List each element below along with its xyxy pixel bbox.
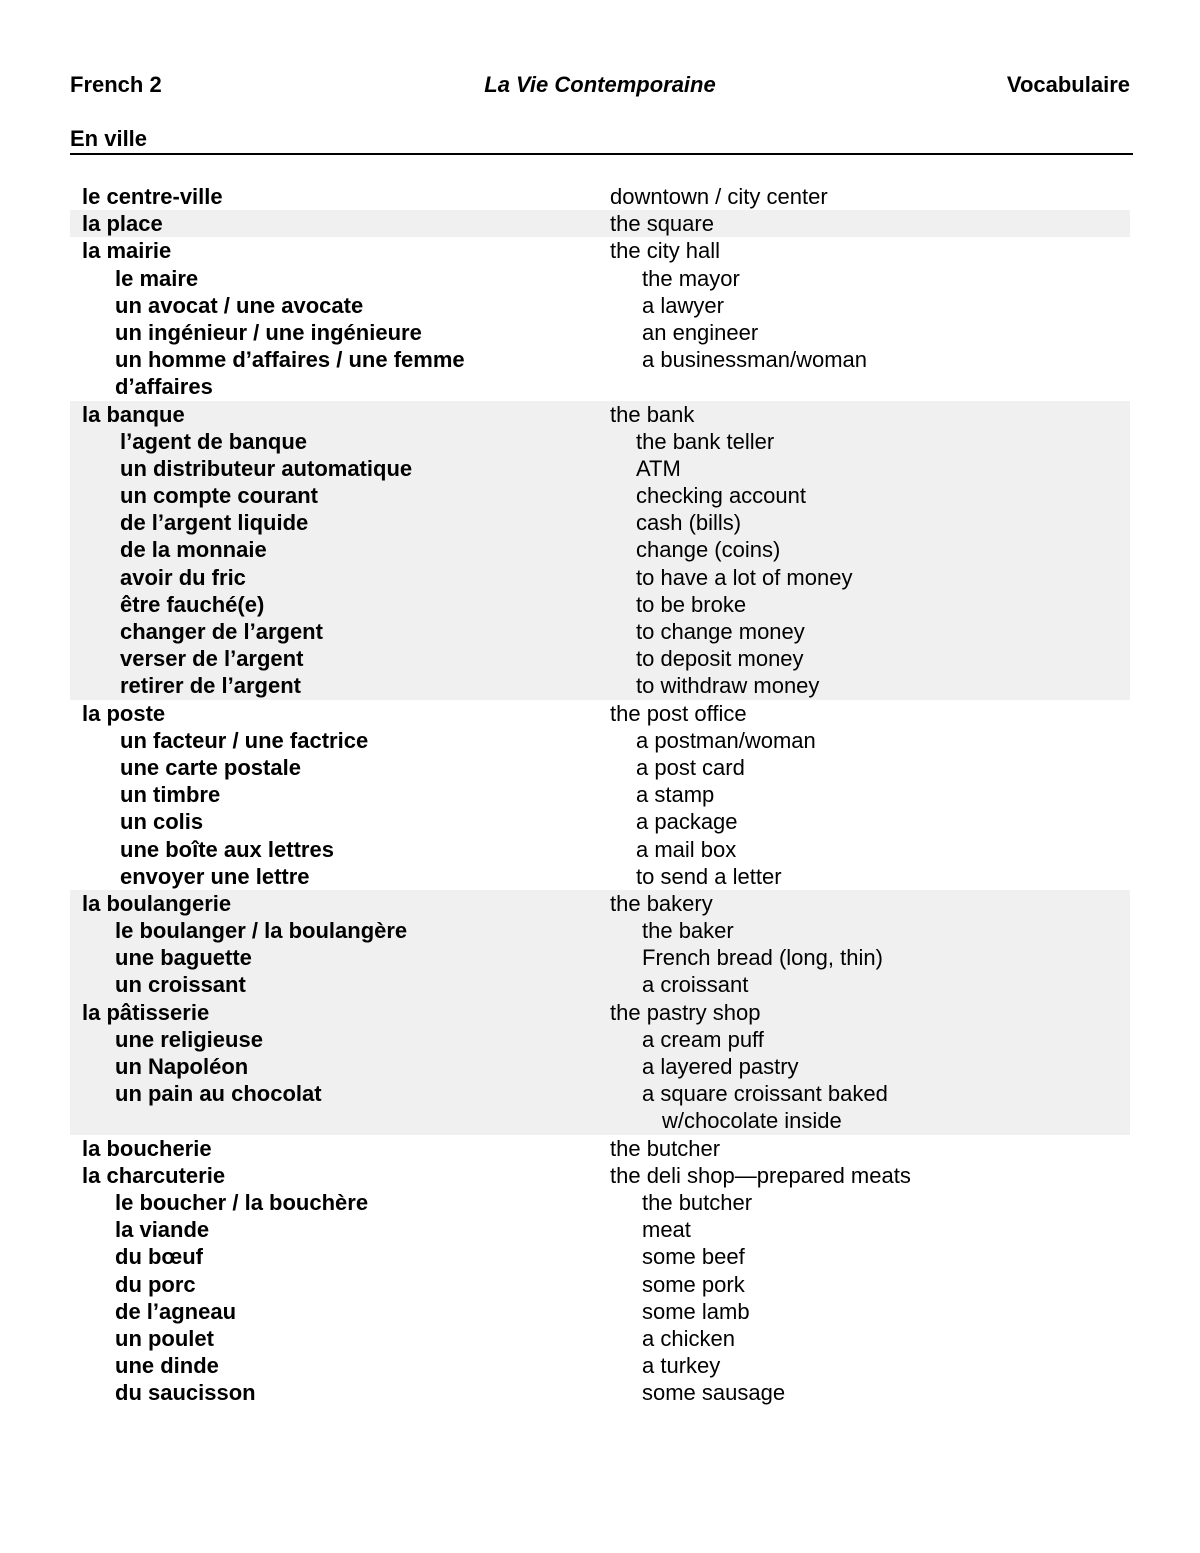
vocab-row (70, 1352, 1130, 1379)
english-translation: the pastry shop (610, 999, 761, 1025)
english-translation: the city hall (610, 238, 721, 264)
vocab-group (70, 183, 1130, 210)
english-translation: checking account (636, 483, 806, 509)
vocab-row (70, 618, 1130, 645)
vocab-row (70, 455, 1130, 482)
french-term: la boucherie (82, 1135, 212, 1161)
french-term: retirer de l’argent (120, 673, 301, 699)
vocab-heading-row (70, 183, 1130, 210)
french-term: un croissant (115, 972, 246, 998)
vocab-group (70, 1135, 1130, 1407)
french-term: le boulanger / la boulangère (115, 918, 408, 944)
english-translation: the post office (610, 700, 747, 726)
vocab-row (70, 917, 1130, 944)
vocab-row (70, 265, 1130, 292)
vocab-row (70, 1189, 1130, 1216)
vocab-row (70, 509, 1130, 536)
english-translation: the bank (610, 401, 695, 427)
french-term: un timbre (120, 782, 221, 808)
english-translation: the mayor (642, 265, 740, 291)
vocab-group (70, 700, 1130, 890)
french-term: une carte postale (120, 754, 301, 780)
page-header (70, 70, 1130, 100)
french-term: verser de l’argent (120, 646, 304, 672)
course-name: French 2 (70, 72, 162, 97)
vocab-row (70, 971, 1130, 998)
vocab-row (70, 863, 1130, 890)
french-term: un homme d’affaires / une femme d’affaires (115, 347, 465, 400)
french-term: de l’agneau (115, 1298, 237, 1324)
english-translation: to change money (636, 619, 805, 645)
french-term: la place (82, 211, 163, 237)
english-translation: some pork (642, 1271, 745, 1297)
vocab-group (70, 401, 1130, 700)
french-term: la banque (82, 401, 185, 427)
french-term: une dinde (115, 1353, 219, 1379)
section-title: En ville (70, 126, 148, 151)
vocab-heading-row (70, 210, 1130, 237)
english-translation-line: w/chocolate inside (662, 1108, 842, 1134)
vocab-row (70, 1271, 1130, 1298)
english-translation: French bread (long, thin) (642, 945, 883, 971)
english-translation: some sausage (642, 1380, 786, 1406)
english-translation: a lawyer (642, 292, 724, 318)
french-term: un facteur / une factrice (120, 727, 369, 753)
english-translation: to deposit money (636, 646, 804, 672)
english-translation: a businessman/woman (642, 347, 868, 373)
vocab-row (70, 1243, 1130, 1270)
vocab-row (70, 536, 1130, 563)
french-term: du bœuf (115, 1244, 203, 1270)
title-divider (70, 153, 1133, 155)
french-term: le boucher / la bouchère (115, 1189, 369, 1215)
vocab-row (70, 1379, 1130, 1406)
document-type: Vocabulaire (1006, 72, 1130, 97)
french-term: un colis (120, 809, 204, 835)
french-term: le maire (115, 265, 199, 291)
vocab-row (70, 944, 1130, 971)
vocab-row (70, 645, 1130, 672)
vocab-row (70, 836, 1130, 863)
english-translation: the deli shop—prepared meats (610, 1162, 911, 1188)
vocab-row (70, 591, 1130, 618)
english-translation (642, 1080, 962, 1134)
english-translation: the bakery (610, 890, 713, 916)
french-term: la charcuterie (82, 1162, 226, 1188)
english-translation: the baker (642, 918, 734, 944)
french-term: de la monnaie (120, 537, 267, 563)
vocab-row (70, 727, 1130, 754)
vocab-row (70, 319, 1130, 346)
english-translation: to have a lot of money (636, 564, 853, 590)
french-term: de l’argent liquide (120, 510, 309, 536)
vocab-row (70, 754, 1130, 781)
english-translation: the square (610, 211, 714, 237)
book-title: La Vie Contemporaine (484, 72, 716, 97)
french-term: un ingénieur / une ingénieure (115, 319, 422, 345)
english-translation: ATM (636, 455, 681, 481)
vocab-heading-row (70, 1162, 1130, 1189)
english-translation: the bank teller (636, 428, 775, 454)
french-term: le centre-ville (82, 184, 223, 209)
french-term: l’agent de banque (120, 428, 308, 454)
vocab-group (70, 210, 1130, 237)
english-translation: cash (bills) (636, 510, 742, 536)
english-translation: a chicken (642, 1325, 735, 1351)
french-term: la viande (115, 1217, 210, 1243)
french-term: envoyer une lettre (120, 863, 310, 889)
french-term: un avocat / une avocate (115, 292, 364, 318)
english-translation: to send a letter (636, 863, 782, 889)
english-translation: a mail box (636, 836, 737, 862)
english-translation: an engineer (642, 319, 759, 345)
french-term: la pâtisserie (82, 999, 210, 1025)
french-term: la boulangerie (82, 890, 232, 916)
french-term: la poste (82, 700, 166, 726)
english-translation: a cream puff (642, 1026, 764, 1052)
french-term: un compte courant (120, 483, 319, 509)
french-term: une boîte aux lettres (120, 836, 334, 862)
vocab-row (70, 808, 1130, 835)
english-translation-line: a square croissant baked (642, 1081, 888, 1107)
english-translation: the butcher (642, 1189, 753, 1215)
french-term: un pain au chocolat (115, 1081, 322, 1107)
vocab-heading-row (70, 1135, 1130, 1162)
vocab-group (70, 890, 1130, 1135)
vocab-heading-row (70, 700, 1130, 727)
english-translation: to be broke (636, 591, 747, 617)
english-translation: a layered pastry (642, 1054, 799, 1080)
vocab-row (70, 346, 1130, 400)
french-term: une religieuse (115, 1026, 263, 1052)
french-term: un Napoléon (115, 1054, 249, 1080)
vocab-row (70, 564, 1130, 591)
english-translation: a package (636, 809, 738, 835)
english-translation: the butcher (610, 1135, 721, 1161)
vocab-row (70, 1325, 1130, 1352)
vocab-heading-row (70, 890, 1130, 917)
english-translation: to withdraw money (636, 673, 820, 699)
english-translation: some lamb (642, 1298, 750, 1324)
french-term: être fauché(e) (120, 591, 265, 617)
vocab-heading-row (70, 401, 1130, 428)
english-translation: a postman/woman (636, 727, 816, 753)
french-term: un distributeur automatique (120, 455, 413, 481)
vocab-row (70, 1216, 1130, 1243)
vocab-row (70, 1026, 1130, 1053)
french-term: la mairie (82, 238, 172, 264)
french-term: changer de l’argent (120, 619, 323, 645)
vocab-row (70, 1298, 1130, 1325)
english-translation: meat (642, 1217, 691, 1243)
vocab-heading-row (70, 999, 1130, 1026)
vocab-row (70, 672, 1130, 699)
french-term: avoir du fric (120, 564, 246, 590)
english-translation: change (coins) (636, 537, 781, 563)
french-term: du porc (115, 1271, 196, 1297)
vocab-heading-row (70, 237, 1130, 264)
english-translation: a croissant (642, 972, 749, 998)
french-term: un poulet (115, 1325, 214, 1351)
english-translation: a stamp (636, 782, 715, 808)
english-translation: downtown / city center (610, 184, 828, 209)
vocab-row (70, 781, 1130, 808)
vocabulary-table (70, 183, 1130, 1406)
vocab-row (70, 1053, 1130, 1080)
vocab-row (70, 1080, 1130, 1134)
vocab-row (70, 292, 1130, 319)
french-term: du saucisson (115, 1380, 256, 1406)
english-translation: a post card (636, 754, 745, 780)
english-translation: some beef (642, 1244, 745, 1270)
vocab-row (70, 428, 1130, 455)
vocab-row (70, 482, 1130, 509)
french-term: une baguette (115, 945, 252, 971)
english-translation: a turkey (642, 1353, 721, 1379)
vocab-group (70, 237, 1130, 400)
